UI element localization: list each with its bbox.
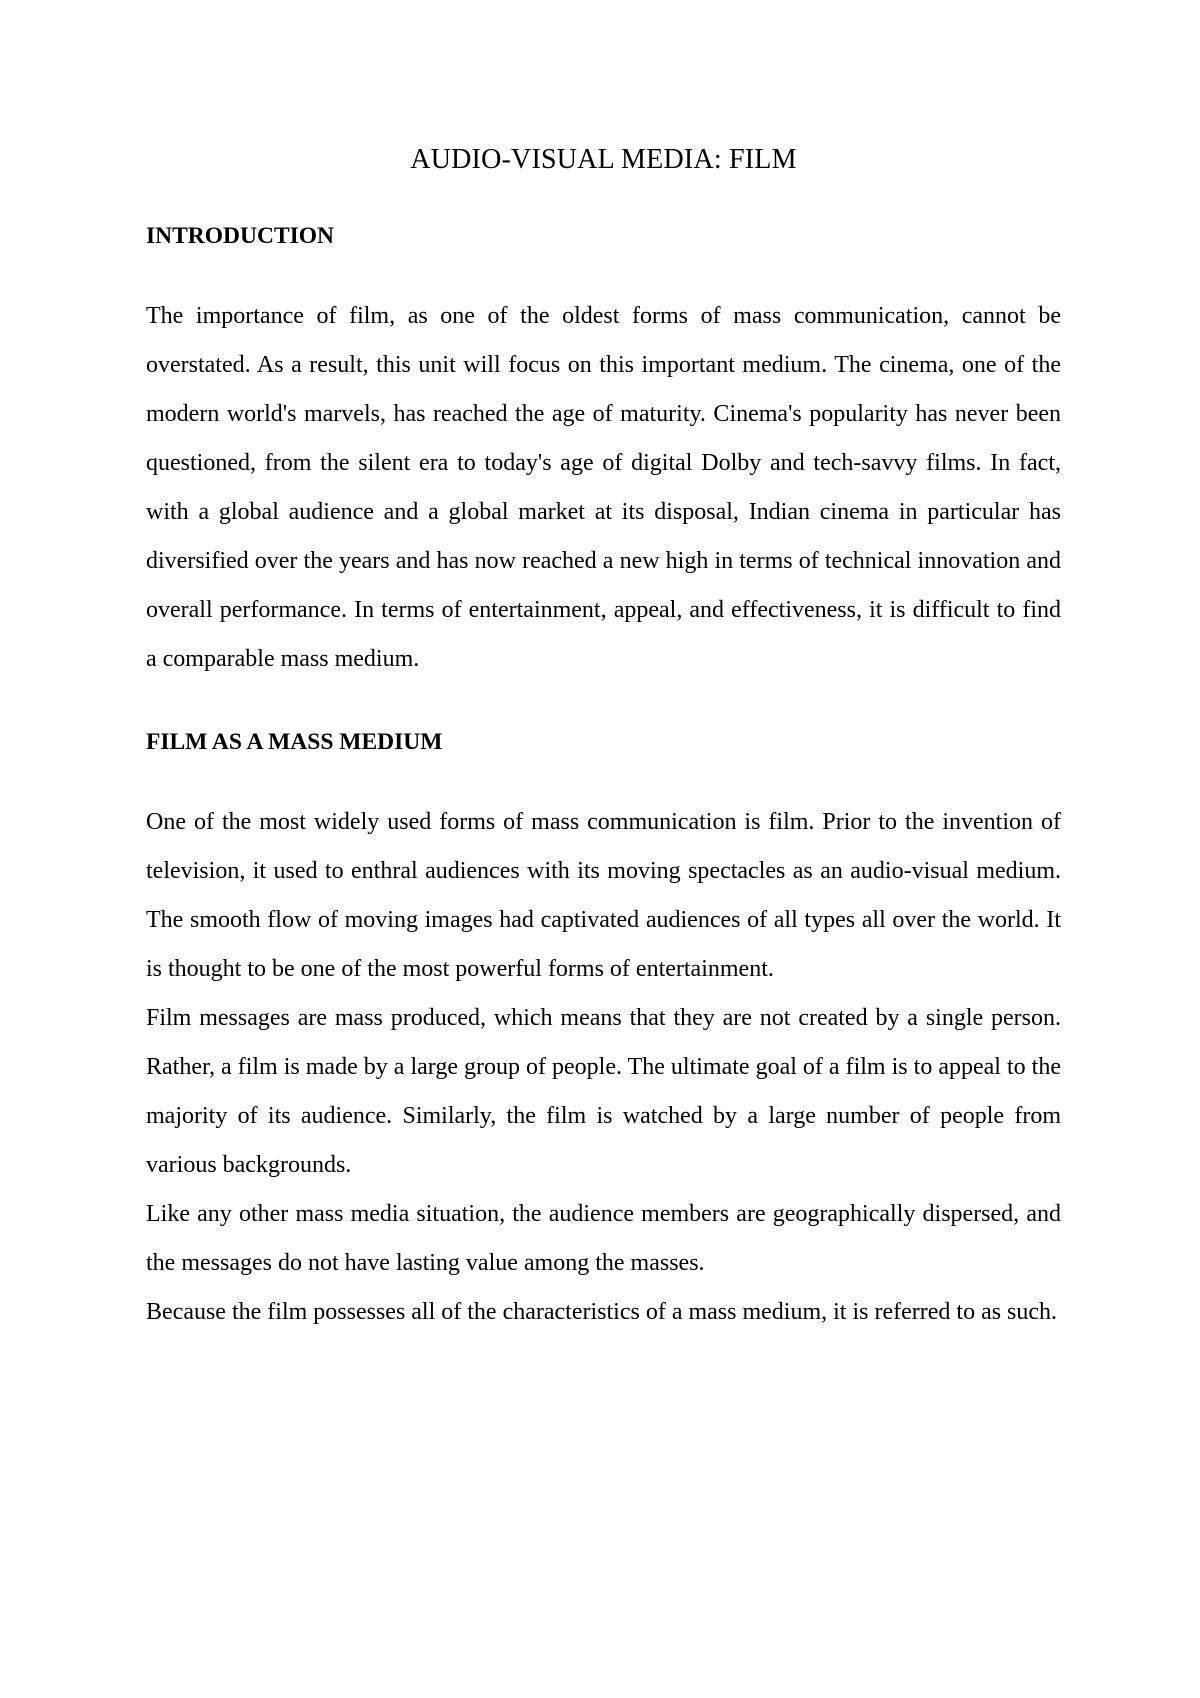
mass-medium-paragraph-1: One of the most widely used forms of mass communication is film. Prior to the invention of television, it used to enthral audiences with its moving spectacles as an audio-visual medium. The smooth flow of moving images had captivated audiences of all types all over the world. It is thought to be one of the most powerful forms of entertainment. bbox=[146, 809, 1061, 982]
mass-medium-paragraph-3: Like any other mass media situation, the audience members are geographically dispersed, and the messages do not have lasting value among the masses. bbox=[146, 1201, 1061, 1276]
introduction-paragraph: The importance of film, as one of the oldest forms of mass communication, cannot be overstated. As a result, this unit will focus on this important medium. The cinema, one of the modern world's marvels, has reached the age of maturity. Cinema's popularity has never been questioned, from the silent era to today's age of digital Dolby and tech-savvy films. In fact, with a global audience and a global market at its disposal, Indian cinema in particular has diversified over the years and has now reached a new high in terms of technical innovation and overall performance. In terms of entertainment, appeal, and effectiveness, it is difficult to find a comparable mass medium. bbox=[146, 303, 1061, 672]
mass-medium-paragraph-2: Film messages are mass produced, which means that they are not created by a single person. Rather, a film is made by a large group of people. The ultimate goal of a film is to appeal to the majority of its audience. Similarly, the film is watched by a large number of people from various backgrounds. bbox=[146, 1005, 1061, 1178]
document-title: AUDIO-VISUAL MEDIA: FILM bbox=[410, 144, 797, 175]
section-heading-introduction: INTRODUCTION bbox=[146, 223, 335, 249]
section-heading-film-as-mass-medium: FILM AS A MASS MEDIUM bbox=[146, 729, 443, 755]
mass-medium-paragraph-4: Because the film possesses all of the characteristics of a mass medium, it is referred to as such. bbox=[146, 1299, 1058, 1325]
document-body bbox=[146, 140, 1061, 1337]
